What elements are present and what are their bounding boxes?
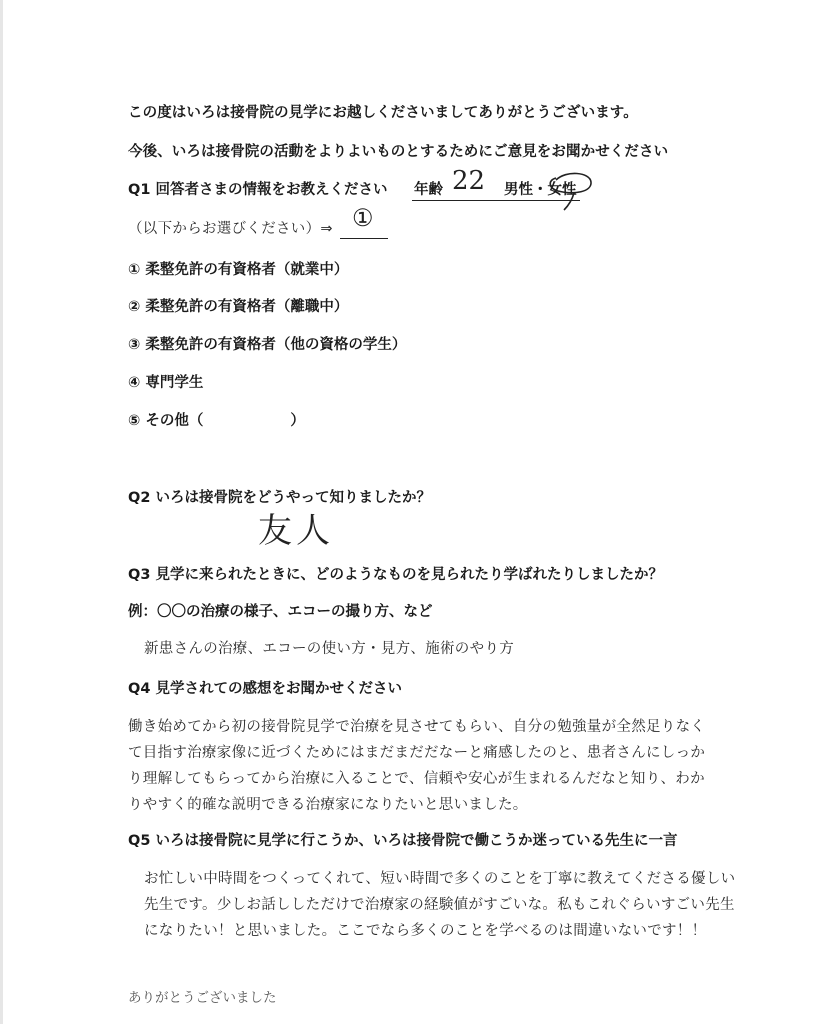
q4-label: Q4 見学されての感想をお聞かせください: [128, 681, 402, 697]
q5-label: Q5 いろは接骨院に見学に行こうか、いろは接骨院で働こうか迷っている先生に一言: [128, 833, 678, 849]
intro-line-2: 今後、いろは接骨院の活動をよりよいものとするためにご意見をお聞かせください: [128, 144, 669, 160]
q1-answer-underline: [340, 238, 388, 239]
q4-answer-line-3: り理解してもらってから治療に入ることで、信頼や安心が生まれるんだなと知り、わか: [128, 771, 705, 787]
q1-age-label: 年齢: [414, 182, 443, 198]
q5-answer-line-2: 先生です。少しお話ししただけで治療家の経験値がすごいな。私もこれぐらいすごい先生: [144, 897, 735, 913]
q5-answer-line-3: になりたい！と思いました。ここでなら多くのことを学べるのは間違いないです！！: [144, 923, 707, 939]
closing-text: ありがとうございました: [128, 990, 277, 1006]
q2-answer: 友人: [258, 511, 334, 551]
intro-line-1: この度はいろは接骨院の見学にお越しくださいましてありがとうございます。: [128, 105, 638, 121]
q5-answer-line-1: お忙しい中時間をつくってくれて、短い時間で多くのことを丁寧に教えてくださる優しい: [144, 871, 736, 887]
q4-answer-line-4: りやすく的確な説明できる治療家になりたいと思いました。: [128, 797, 528, 813]
page-edge: [0, 0, 3, 1024]
q3-example: 例：〇〇の治療の様子、エコーの撮り方、など: [128, 604, 433, 620]
gender-circle-mark: [534, 168, 596, 214]
q1-age-value: 22: [452, 166, 486, 196]
q1-option-2: ② 柔整免許の有資格者（離職中）: [128, 299, 349, 315]
q2-label: Q2 いろは接骨院をどうやって知りましたか？: [128, 490, 431, 506]
q1-option-5: ⑤ その他（ ）: [128, 413, 305, 429]
q3-label: Q3 見学に来られたときに、どのようなものを見られたり学ばれたりしましたか？: [128, 567, 663, 583]
q1-option-3: ③ 柔整免許の有資格者（他の資格の学生）: [128, 337, 407, 353]
q1-answer: ①: [352, 204, 374, 232]
q4-answer-line-2: て目指す治療家像に近づくためにはまだまだだなーと痛感したのと、患者さんにしっか: [128, 745, 706, 761]
q1-option-4: ④ 専門学生: [128, 375, 204, 391]
q1-label: Q1 回答者さまの情報をお教えください: [128, 182, 388, 198]
q4-answer-line-1: 働き始めてから初の接骨院見学で治療を見させてもらい、自分の勉強量が全然足りなく: [128, 719, 706, 735]
q1-instruction: （以下からお選びください）⇒: [128, 221, 333, 237]
q1-option-1: ① 柔整免許の有資格者（就業中）: [128, 262, 349, 278]
q1-gender: 男性・女性: [504, 182, 577, 198]
q3-answer: 新患さんの治療、エコーの使い方・見方、施術のやり方: [144, 641, 514, 657]
